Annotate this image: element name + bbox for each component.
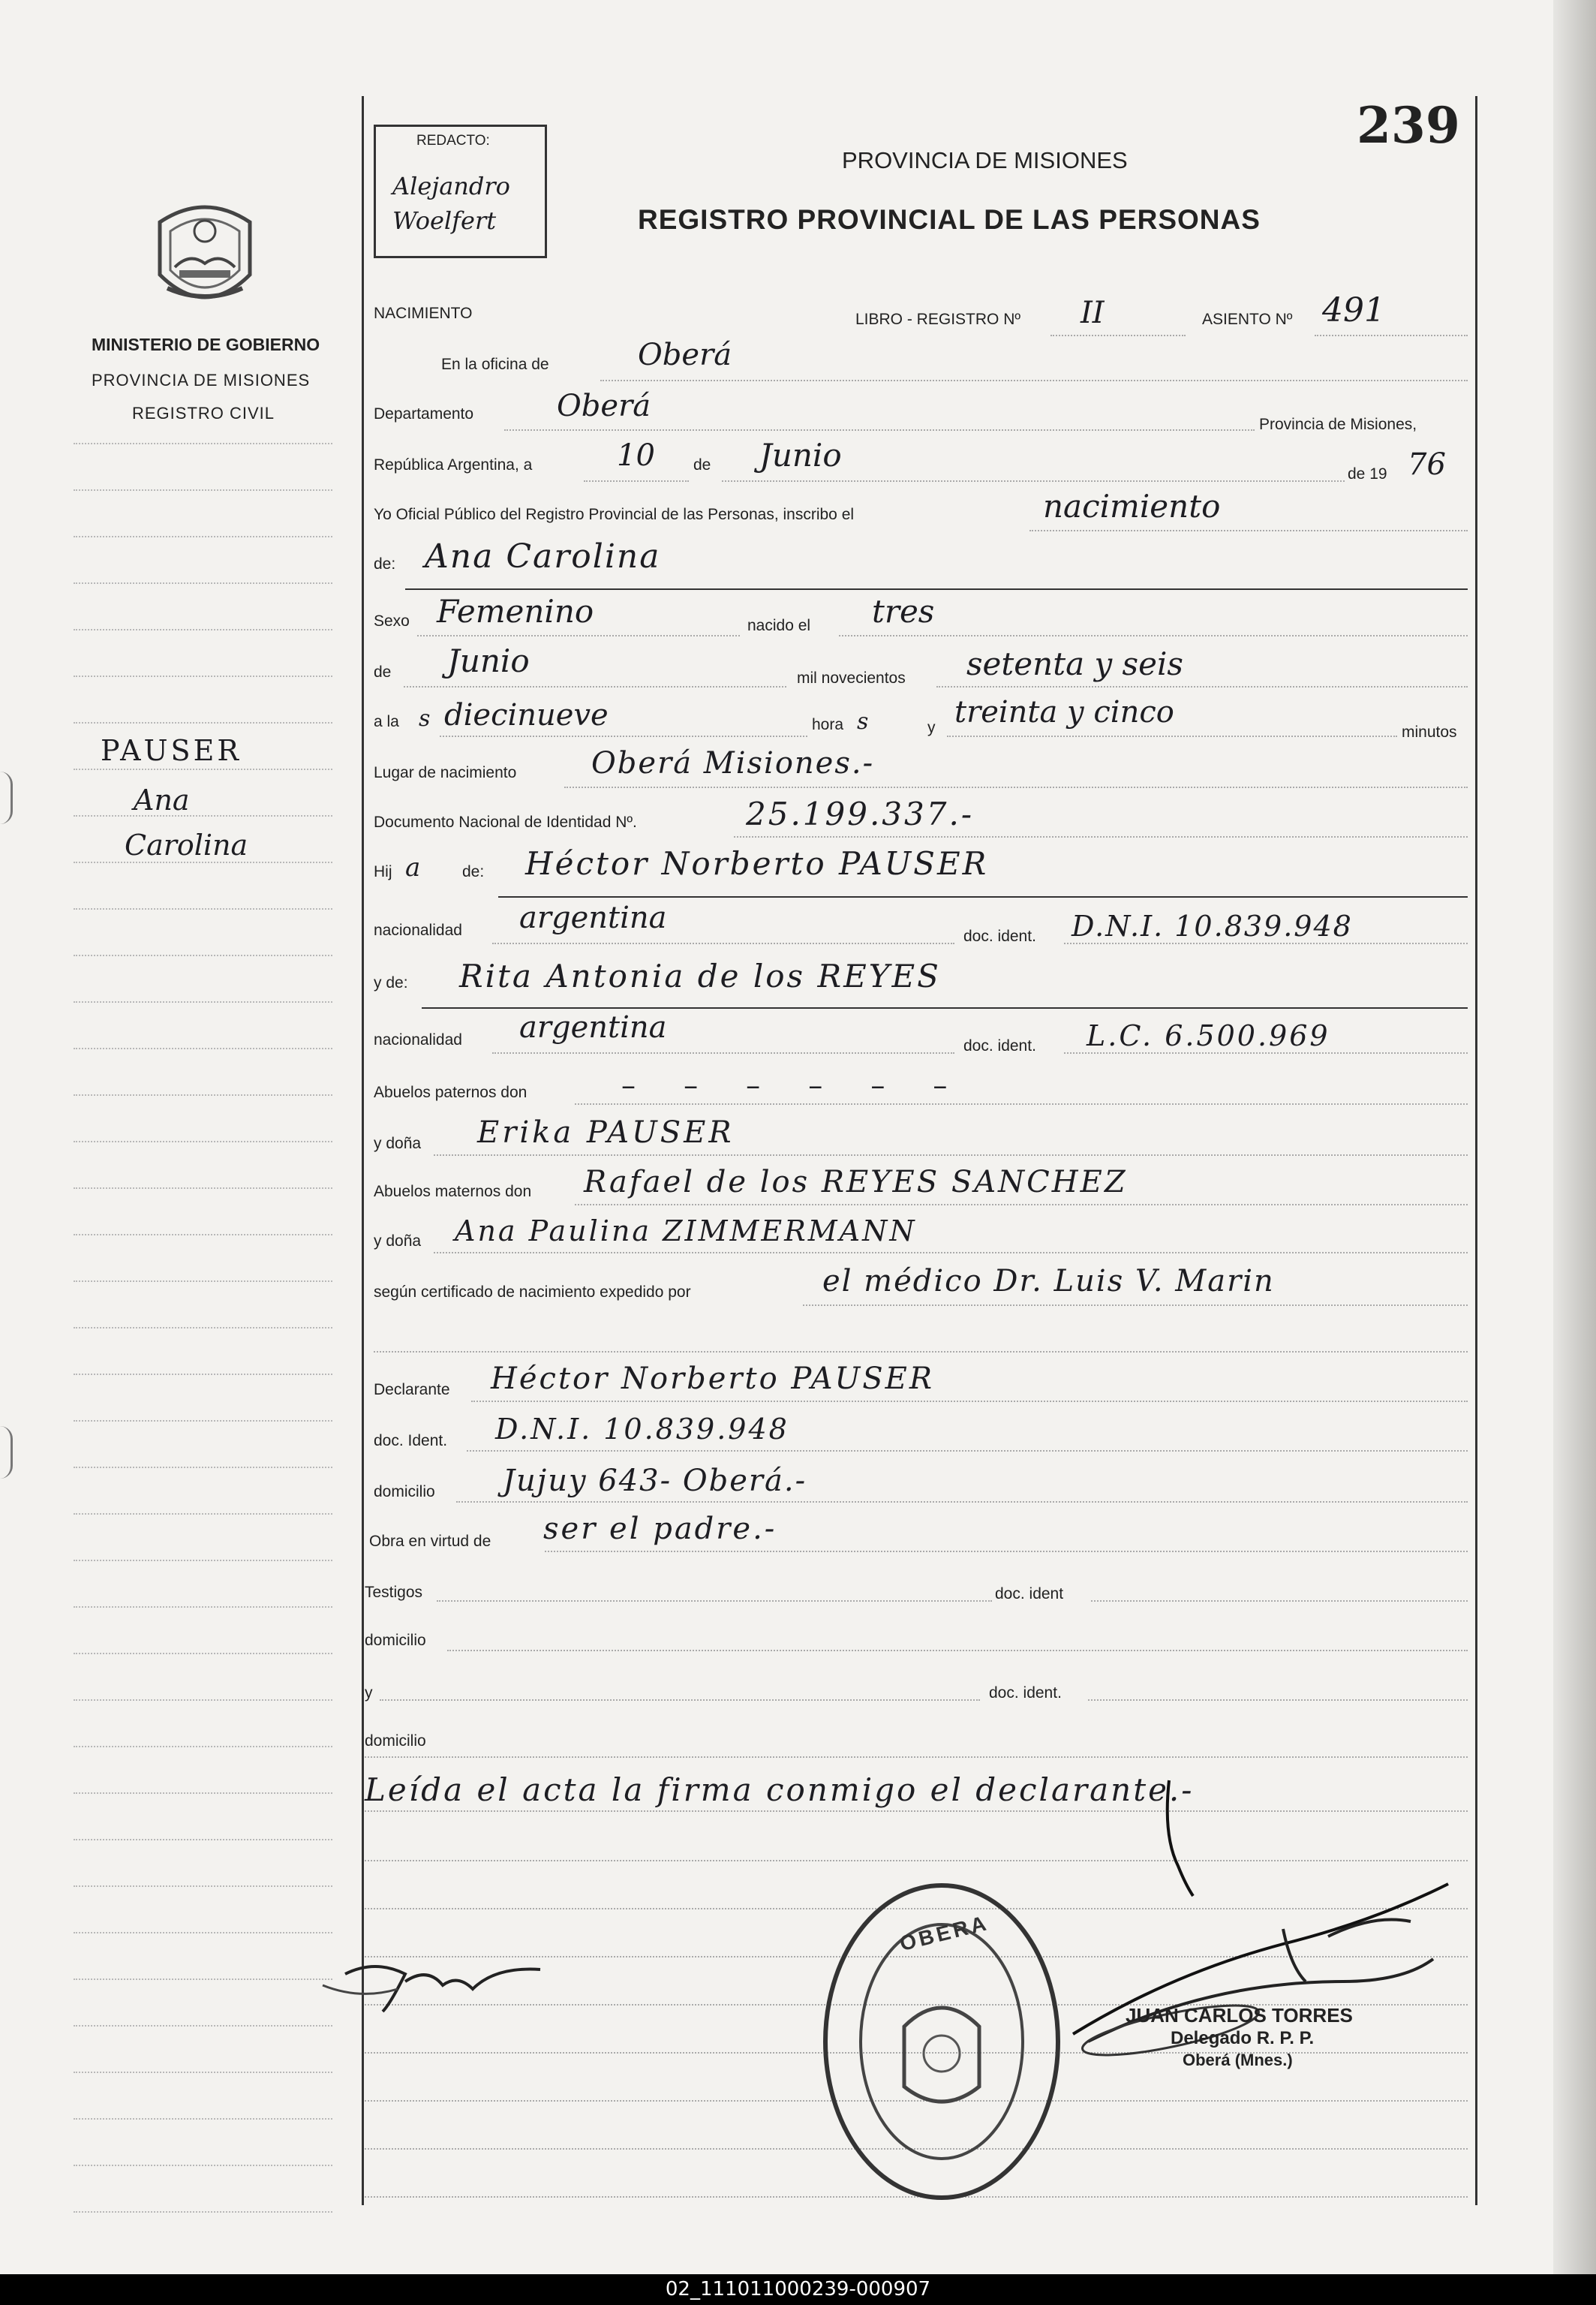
de2-label: de	[374, 664, 392, 681]
oficial-label: Yo Oficial Público del Registro Provincial de las Personas, inscribo el	[374, 506, 855, 523]
sexo-value: Femenino	[437, 593, 594, 630]
stamp-name: JUAN CARLOS TORRES	[1126, 2004, 1353, 2027]
left-margin-rule	[74, 2072, 332, 2073]
nacimiento-label: NACIMIENTO	[374, 305, 473, 322]
margin-note-name1: Ana	[134, 784, 190, 817]
provincia-label: Provincia de Misiones,	[1259, 416, 1417, 433]
sexo-label: Sexo	[374, 612, 410, 630]
dni-value: 25.199.337.-	[746, 796, 975, 832]
left-margin-rule	[74, 1932, 332, 1933]
left-margin-rule	[74, 862, 332, 863]
abmat-dots	[575, 1204, 1468, 1205]
header-registry: REGISTRO PROVINCIAL DE LAS PERSONAS	[638, 204, 1261, 235]
mesnac-dots	[404, 686, 786, 688]
hij-suffix: a	[405, 853, 421, 883]
nacido-dots	[839, 635, 1468, 636]
declarante-doc-value: D.N.I. 10.839.948	[495, 1413, 789, 1446]
testigos-label: Testigos	[365, 1584, 423, 1601]
abmat-label: Abuelos maternos don	[374, 1183, 532, 1200]
testigos-dots	[437, 1600, 992, 1602]
left-margin-rule	[74, 1979, 332, 1980]
ala-label: a la	[374, 713, 399, 730]
minutos-dots	[947, 736, 1397, 737]
abpat-value: – – – – – –	[621, 1069, 967, 1102]
padre-line	[498, 896, 1468, 898]
segun-value: el médico Dr. Luis V. Marin	[822, 1264, 1275, 1298]
madre-nac-dots	[492, 1052, 954, 1054]
aniona-dots	[936, 686, 1468, 688]
domicilio2-label: domicilio	[365, 1632, 426, 1649]
asiento-dots	[1315, 335, 1468, 336]
obra-value: ser el padre.-	[543, 1512, 777, 1546]
left-margin-rule	[74, 2211, 332, 2213]
left-margin-rule	[74, 1699, 332, 1701]
domicilio-dots	[456, 1501, 1468, 1503]
left-margin-rule	[74, 1001, 332, 1003]
padre-nac-value: argentina	[519, 901, 667, 935]
oficina-dots	[600, 380, 1468, 381]
frame-right-line	[1475, 96, 1477, 2205]
padre-doc-value: D.N.I. 10.839.948	[1072, 910, 1353, 943]
nombre-line	[405, 588, 1468, 590]
left-margin-rule	[74, 1653, 332, 1654]
sexo-dots	[417, 635, 740, 636]
nacido-label: nacido el	[747, 617, 811, 634]
left-margin-rule	[74, 1141, 332, 1142]
declarante-doc-dots	[467, 1450, 1468, 1452]
left-margin-rule	[74, 908, 332, 910]
closing-dots	[365, 1810, 1468, 1812]
left-margin-rule	[74, 676, 332, 677]
hora-value: diecinueve	[444, 698, 609, 733]
oficina-label: En la oficina de	[441, 356, 549, 373]
abmat-value: Rafael de los REYES SANCHEZ	[584, 1165, 1128, 1199]
de19-label: de 19	[1348, 465, 1387, 483]
abmat-dona-value: Ana Paulina ZIMMERMANN	[455, 1214, 917, 1247]
left-margin-rule	[74, 1234, 332, 1235]
domicilio-value: Jujuy 643- Oberá.-	[503, 1464, 807, 1498]
margin-note-surname: PAUSER	[101, 734, 242, 767]
domicilio2-dots	[447, 1650, 1468, 1651]
hij-label: Hij	[374, 863, 392, 880]
minutos-label: minutos	[1402, 724, 1457, 741]
left-margin-rule	[74, 815, 332, 817]
dia-dots	[584, 480, 689, 482]
mes-dots	[722, 480, 1345, 482]
asiento-label: ASIENTO Nº	[1202, 311, 1293, 328]
nacido-value: tres	[872, 593, 935, 630]
left-margin-rule	[74, 1513, 332, 1515]
stamp-title: Delegado R. P. P.	[1171, 2028, 1315, 2048]
padre-value: Héctor Norberto PAUSER	[525, 845, 989, 882]
redacto-box	[374, 125, 547, 258]
domicilio3-dots	[365, 1756, 1468, 1758]
redacto-name-line2: Woelfert	[392, 206, 497, 235]
lugar-value: Oberá Misiones.-	[591, 746, 875, 781]
libro-value: II	[1081, 296, 1105, 330]
abpat-dona-dots	[434, 1154, 1468, 1156]
declarante-doc-label: doc. Ident.	[374, 1432, 448, 1449]
abpat-dona-value: Erika PAUSER	[477, 1115, 735, 1150]
lugar-dots	[564, 787, 1468, 788]
dni-label: Documento Nacional de Identidad Nº.	[374, 814, 637, 831]
mesnac-value: Junio	[447, 642, 530, 679]
domicilio3-label: domicilio	[365, 1732, 426, 1750]
left-margin-rule	[74, 2025, 332, 2027]
stamp-place: Oberá (Mnes.)	[1183, 2051, 1293, 2069]
yde-label: y de:	[374, 974, 408, 992]
y2-doc-dots	[1088, 1699, 1468, 1701]
republica-label: República Argentina, a	[374, 456, 533, 474]
redacto-name-line1: Alejandro	[392, 172, 510, 200]
left-margin-rule	[74, 1187, 332, 1189]
departamento-dots	[504, 429, 1255, 431]
y2-label: y	[365, 1684, 373, 1702]
padre-doc-label: doc. ident.	[963, 928, 1036, 945]
left-margin-rule	[74, 1792, 332, 1794]
obra-dots	[545, 1551, 1468, 1552]
left-margin-rule	[74, 1560, 332, 1561]
page-edge	[1553, 0, 1596, 2274]
ministry-civil: REGISTRO CIVIL	[132, 404, 275, 423]
declarante-value: Héctor Norberto PAUSER	[491, 1362, 934, 1396]
page-number: 239	[1357, 96, 1460, 155]
testigos-doc-label: doc. ident	[995, 1585, 1064, 1602]
binding-hole-top	[0, 772, 13, 824]
abpat-label: Abuelos paternos don	[374, 1084, 527, 1101]
madre-value: Rita Antonia de los REYES	[459, 958, 941, 995]
anio-value: 76	[1408, 447, 1446, 482]
body-rule	[365, 1860, 1468, 1861]
libro-label: LIBRO - REGISTRO Nº	[855, 311, 1021, 328]
abpat-dona-label: y doña	[374, 1135, 422, 1152]
left-signature	[315, 1944, 555, 2030]
segun-dots	[803, 1304, 1468, 1306]
left-margin-rule	[74, 955, 332, 956]
ministry-province: PROVINCIA DE MISIONES	[92, 371, 311, 390]
dni-dots	[734, 836, 1468, 838]
closing-value: Leída el acta la firma conmigo el declarante.-	[365, 1771, 1195, 1808]
left-margin-rule	[74, 1885, 332, 1887]
left-margin-rule	[74, 1839, 332, 1840]
segun-label: según certificado de nacimiento expedido por	[374, 1283, 691, 1301]
hora-dots	[440, 736, 807, 737]
oficina-value: Oberá	[638, 338, 732, 372]
declarante-dots	[471, 1401, 1468, 1402]
madre-nac-label: nacionalidad	[374, 1031, 462, 1049]
padre-nac-label: nacionalidad	[374, 922, 462, 939]
oficial-dots	[1029, 530, 1468, 531]
ala-suffix: s	[419, 706, 431, 732]
madre-doc-dots	[1064, 1052, 1468, 1054]
horas-label: hora	[812, 716, 844, 733]
y2-dots	[380, 1699, 980, 1701]
left-margin-rule	[74, 722, 332, 724]
oficial-value: nacimiento	[1043, 488, 1221, 525]
left-margin-rule	[74, 1280, 332, 1282]
left-margin-rule	[74, 1420, 332, 1422]
left-margin-rule	[74, 1606, 332, 1608]
left-margin-rule	[74, 1048, 332, 1049]
ministry-title: MINISTERIO DE GOBIERNO	[92, 335, 320, 354]
left-margin-rule	[74, 443, 332, 444]
de-nombre-label: de:	[374, 555, 396, 573]
minutos-value: treinta y cinco	[954, 695, 1174, 730]
asiento-value: 491	[1322, 291, 1385, 330]
declarante-label: Declarante	[374, 1381, 450, 1398]
left-margin-rule	[74, 536, 332, 537]
left-margin-rule	[74, 769, 332, 770]
mil-label: mil novecientos	[797, 670, 906, 687]
departamento-label: Departamento	[374, 405, 474, 423]
binding-hole-bottom	[0, 1426, 13, 1479]
segun-dots-2	[374, 1351, 1468, 1353]
left-margin-rule	[74, 2165, 332, 2166]
domicilio-label: domicilio	[374, 1483, 435, 1500]
left-margin-rule	[74, 1374, 332, 1375]
madre-line	[422, 1007, 1468, 1009]
obra-label: Obra en virtud de	[369, 1533, 491, 1550]
abpat-dots	[575, 1103, 1468, 1105]
frame-left-line	[362, 96, 364, 2205]
abmat-dona-label: y doña	[374, 1232, 422, 1250]
header-province: PROVINCIA DE MISIONES	[842, 147, 1128, 173]
mes-value: Junio	[759, 437, 842, 474]
left-margin-rule	[74, 489, 332, 491]
left-margin-rule	[74, 1746, 332, 1747]
left-margin-rule	[74, 582, 332, 584]
de-label: de	[693, 456, 711, 474]
left-margin-rule	[74, 1467, 332, 1468]
horas-suffix: s	[857, 709, 869, 735]
madre-doc-label: doc. ident.	[963, 1037, 1036, 1055]
madre-nac-value: argentina	[519, 1010, 667, 1045]
de3-label: de:	[462, 863, 485, 880]
abmat-dona-dots	[434, 1252, 1468, 1253]
redacto-label: REDACTO:	[416, 133, 490, 149]
seal-center-text: OBERA	[897, 1910, 991, 1956]
libro-dots	[1050, 335, 1186, 336]
padre-nac-dots	[492, 943, 954, 944]
left-margin-rule	[74, 2118, 332, 2120]
anionac-value: setenta y seis	[966, 645, 1183, 682]
dia-value: 10	[617, 438, 655, 473]
lugar-label: Lugar de nacimiento	[374, 764, 517, 781]
testigos-doc-dots	[1091, 1600, 1468, 1602]
y-label: y	[927, 719, 936, 736]
madre-doc-value: L.C. 6.500.969	[1087, 1019, 1330, 1052]
margin-note-name2: Carolina	[125, 829, 248, 862]
departamento-value: Oberá	[557, 389, 651, 423]
y2-doc-label: doc. ident.	[989, 1684, 1062, 1702]
footer-code: 02_111011000239-000907	[0, 2274, 1596, 2305]
left-margin-rule	[74, 1327, 332, 1329]
left-margin-rule	[74, 1094, 332, 1096]
nombre-value: Ana Carolina	[425, 537, 661, 576]
ministry-seal-emblem	[145, 192, 265, 320]
left-margin-rule	[74, 629, 332, 630]
padre-doc-dots	[1064, 943, 1468, 944]
